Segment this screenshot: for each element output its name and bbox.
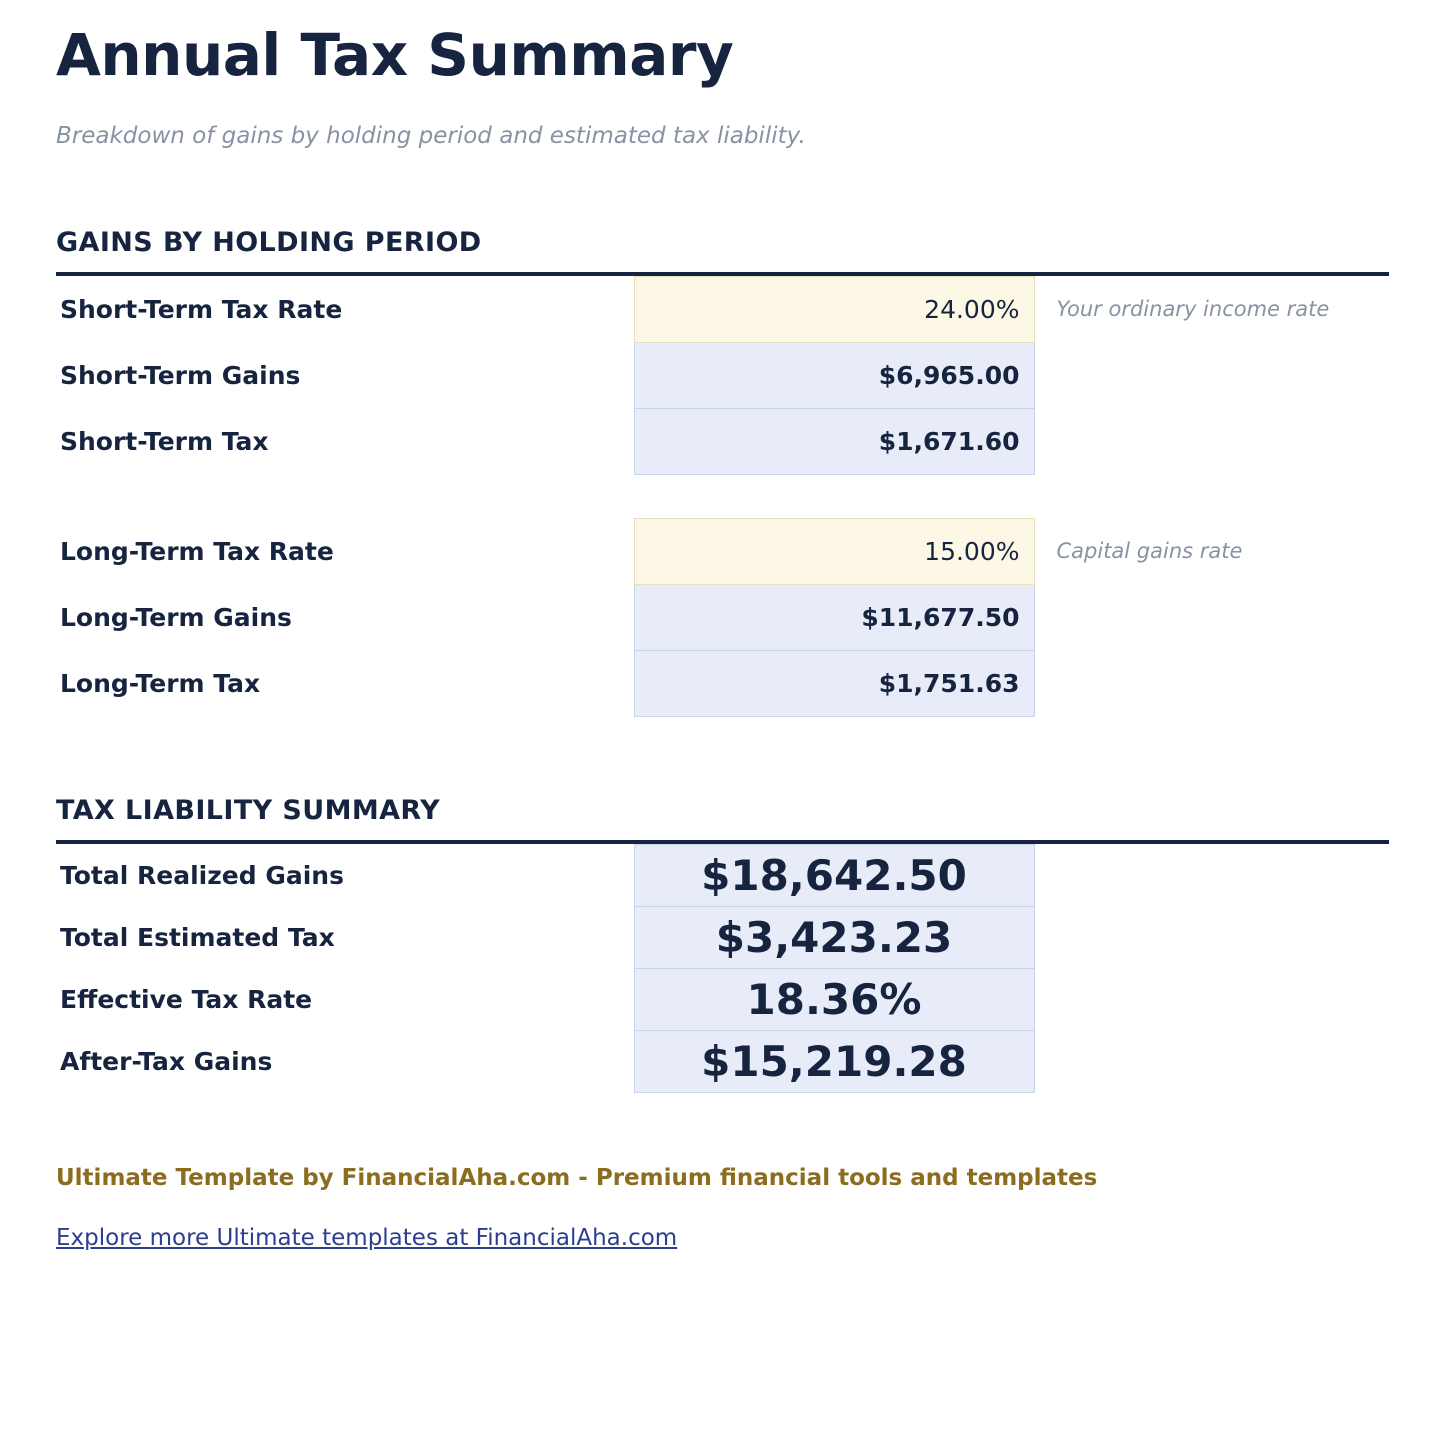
row-note <box>1034 968 1389 1030</box>
table-row <box>56 1030 1389 1092</box>
row-label: After-Tax Gains <box>60 1046 273 1076</box>
spacer-cell <box>634 474 1034 518</box>
table-row <box>56 650 1389 716</box>
row-note: Your ordinary income rate <box>1056 297 1330 322</box>
row-value: $1,751.63 <box>634 650 1034 716</box>
page-title: Annual Tax Summary <box>56 21 734 89</box>
row-note <box>1034 1030 1389 1092</box>
footer <box>56 1165 1389 1251</box>
section-heading-liability: TAX LIABILITY SUMMARY <box>56 794 441 826</box>
row-label: Long-Term Tax <box>60 668 261 698</box>
row-value: 24.00% <box>634 276 1034 342</box>
row-value: $11,677.50 <box>634 584 1034 650</box>
row-label: Total Estimated Tax <box>60 922 335 952</box>
spacer-cell <box>56 474 634 518</box>
row-value: $1,671.60 <box>634 408 1034 474</box>
row-value: 18.36% <box>634 968 1034 1030</box>
gains-table <box>56 276 1389 717</box>
table-row <box>56 584 1389 650</box>
liability-table <box>56 844 1389 1093</box>
table-row <box>56 844 1389 906</box>
footer-note: Ultimate Template by FinancialAha.com - Premium financial tools and templates <box>56 1164 1098 1191</box>
row-note <box>1034 408 1389 474</box>
row-label: Short-Term Tax Rate <box>60 294 343 324</box>
footer-link[interactable]: Explore more Ultimate templates at FinancialAha.com <box>56 1224 678 1251</box>
row-label: Short-Term Gains <box>60 360 301 390</box>
section-heading-gains: GAINS BY HOLDING PERIOD <box>56 226 482 258</box>
row-label: Long-Term Tax Rate <box>60 536 334 566</box>
row-label: Short-Term Tax <box>60 426 269 456</box>
row-note <box>1034 650 1389 716</box>
table-row <box>56 968 1389 1030</box>
table-spacer-row <box>56 474 1389 518</box>
row-value: $18,642.50 <box>634 844 1034 906</box>
spacer-cell <box>1034 474 1389 518</box>
row-note <box>1034 906 1389 968</box>
row-note <box>1034 584 1389 650</box>
row-value: 15.00% <box>634 518 1034 584</box>
table-row <box>56 518 1389 584</box>
row-label: Long-Term Gains <box>60 602 292 632</box>
row-value: $3,423.23 <box>634 906 1034 968</box>
page-subtitle: Breakdown of gains by holding period and estimated tax liability. <box>56 122 806 149</box>
table-row <box>56 906 1389 968</box>
row-note: Capital gains rate <box>1056 539 1243 564</box>
table-row <box>56 408 1389 474</box>
table-row <box>56 276 1389 342</box>
row-value: $15,219.28 <box>634 1030 1034 1092</box>
row-label: Effective Tax Rate <box>60 984 313 1014</box>
row-value: $6,965.00 <box>634 342 1034 408</box>
row-note <box>1034 342 1389 408</box>
row-label: Total Realized Gains <box>60 860 344 890</box>
table-row <box>56 342 1389 408</box>
row-note <box>1034 844 1389 906</box>
